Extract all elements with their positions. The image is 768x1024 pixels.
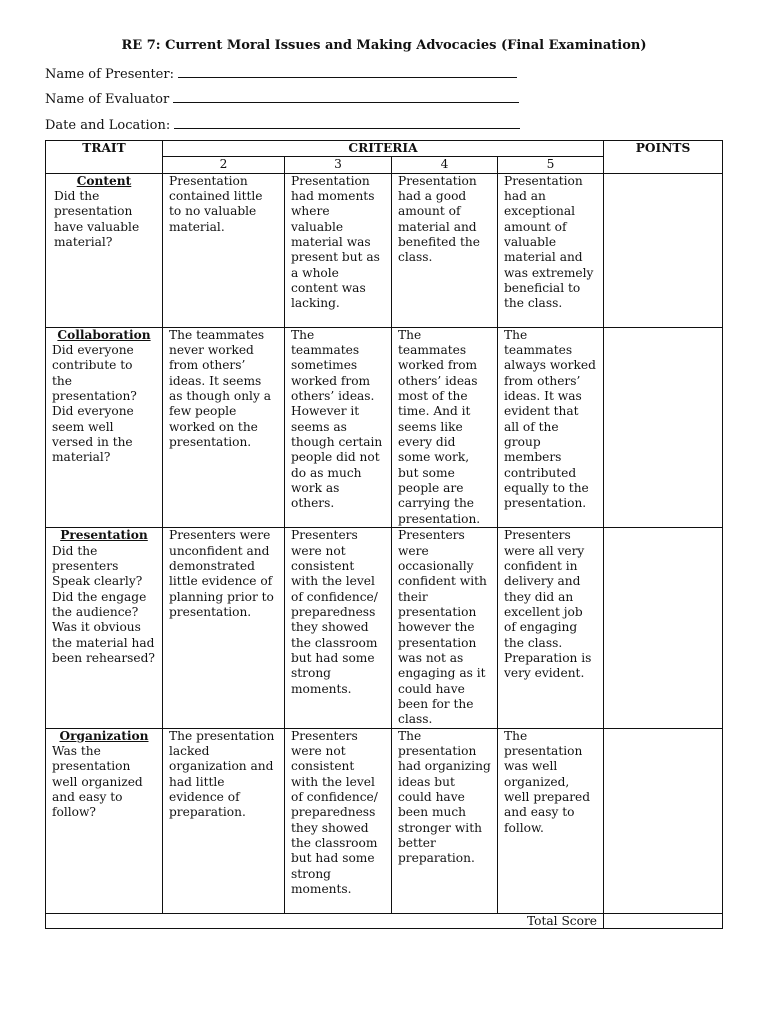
presenter-line[interactable] xyxy=(178,65,517,78)
presenter-label: Name of Presenter: xyxy=(45,67,174,82)
table-row xyxy=(46,528,723,728)
trait-cell xyxy=(46,173,163,327)
trait-name: Presentation xyxy=(60,528,148,543)
criteria-cell: Presentation contained little to no valuable material. xyxy=(163,173,285,327)
points-cell[interactable] xyxy=(604,327,723,527)
date-location-field xyxy=(45,116,520,133)
criteria-cell: Presenters were unconfident and demonstrated little evidence of planning prior to presentation. xyxy=(163,528,285,728)
trait-cell xyxy=(46,728,163,913)
points-cell[interactable] xyxy=(604,528,723,728)
points-cell[interactable] xyxy=(604,173,723,327)
total-score-label: Total Score xyxy=(46,913,604,928)
criteria-cell: Presenters were not consistent with the level of confidence/ preparedness they showed the classroom but had some strong moments. xyxy=(285,728,392,913)
criteria-cell: The presentation had organizing ideas but could have been much stronger with better preparation. xyxy=(392,728,498,913)
criteria-cell: Presentation had a good amount of material and benefited the class. xyxy=(392,173,498,327)
evaluator-line[interactable] xyxy=(173,90,519,103)
trait-cell xyxy=(46,327,163,527)
level-2: 2 xyxy=(163,157,285,173)
criteria-cell: The teammates worked from others’ ideas most of the time. And it seems like every did some work, but some people are carrying the presentation. xyxy=(392,327,498,527)
header-row xyxy=(46,141,723,157)
criteria-cell: Presentation had moments where valuable material was present but as a whole content was lacking. xyxy=(285,173,392,327)
points-cell[interactable] xyxy=(604,728,723,913)
level-4: 4 xyxy=(392,157,498,173)
table-row xyxy=(46,327,723,527)
criteria-cell: The presentation was well organized, well prepared and easy to follow. xyxy=(498,728,604,913)
trait-name: Organization xyxy=(59,728,149,743)
criteria-cell: The teammates always worked from others’ ideas. It was evident that all of the group members contributed equally to the presentation. xyxy=(498,327,604,527)
trait-question: Did everyone contribute to the presentation? Did everyone seem well versed in the material? xyxy=(52,343,137,465)
header-points: POINTS xyxy=(604,141,723,174)
date-location-label: Date and Location: xyxy=(45,118,171,133)
header-criteria: CRITERIA xyxy=(163,141,604,157)
criteria-cell: Presenters were occasionally confident with their presentation however the presentation was not as engaging as it could have been for the class. xyxy=(392,528,498,728)
criteria-cell: Presenters were not consistent with the level of confidence/ preparedness they showed the classroom but had some strong moments. xyxy=(285,528,392,728)
trait-cell xyxy=(46,528,163,728)
header-trait: TRAIT xyxy=(46,141,163,174)
level-3: 3 xyxy=(285,157,392,173)
total-row xyxy=(46,913,723,928)
trait-question: Did the presenters Speak clearly? Did the engage the audience? Was it obvious the material had been rehearsed? xyxy=(52,543,155,665)
level-5: 5 xyxy=(498,157,604,173)
criteria-cell: The teammates sometimes worked from others’ ideas. However it seems as though certain people did not do as much work as others. xyxy=(285,327,392,527)
date-location-line[interactable] xyxy=(174,116,520,129)
evaluator-field xyxy=(45,90,519,107)
table-row xyxy=(46,173,723,327)
trait-name: Collaboration xyxy=(57,327,151,342)
criteria-cell: The presentation lacked organization and had little evidence of preparation. xyxy=(163,728,285,913)
document-title: RE 7: Current Moral Issues and Making Advocacies (Final Examination) xyxy=(121,38,647,53)
rubric-table xyxy=(45,140,723,929)
criteria-cell: The teammates never worked from others’ ideas. It seems as though only a few people worked on the presentation. xyxy=(163,327,285,527)
presenter-field xyxy=(45,65,517,82)
trait-name: Content xyxy=(76,173,132,188)
total-score-cell[interactable] xyxy=(604,913,723,928)
trait-question: Did the presentation have valuable material? xyxy=(54,189,140,250)
criteria-cell: Presenters were all very confident in delivery and they did an excellent job of engaging the class. Preparation is very evident. xyxy=(498,528,604,728)
criteria-cell: Presentation had an exceptional amount of valuable material and was extremely beneficial to the class. xyxy=(498,173,604,327)
table-row xyxy=(46,728,723,913)
evaluator-label: Name of Evaluator xyxy=(45,92,170,107)
trait-question: Was the presentation well organized and easy to follow? xyxy=(52,743,143,820)
